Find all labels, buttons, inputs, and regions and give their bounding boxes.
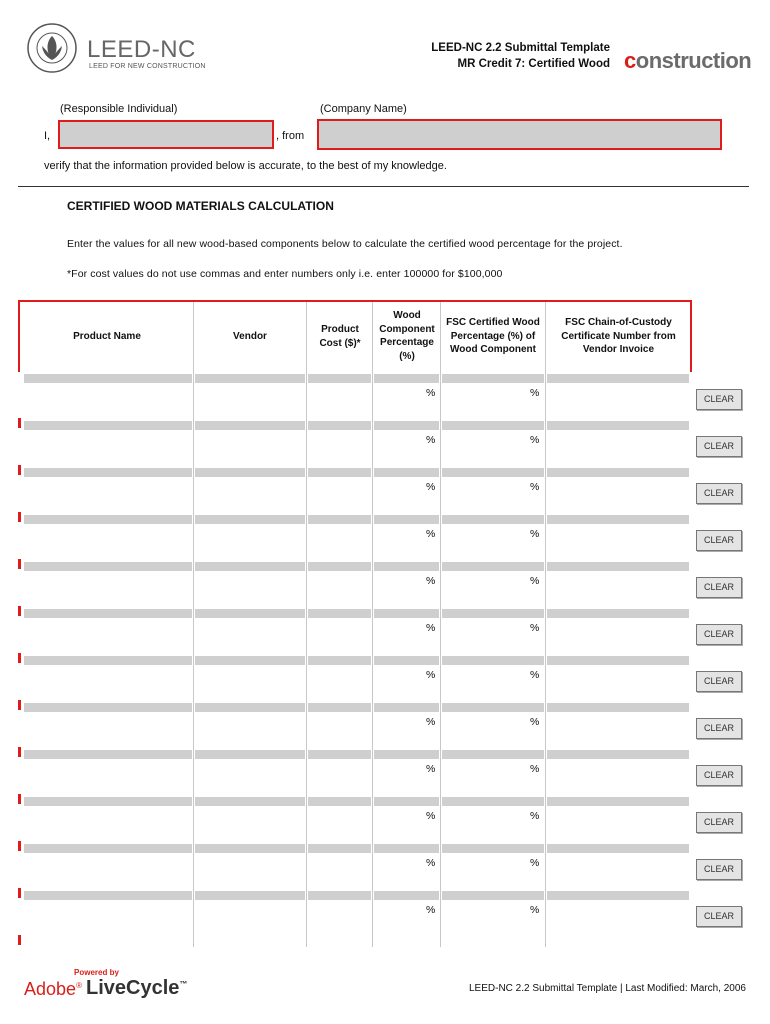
header-coc-line: Vendor Invoice [582,344,655,355]
wood-pct-symbol: % [426,904,436,916]
trademark-mark: ™ [179,979,188,989]
header-wood-line: (%) [399,350,415,362]
column-divider [440,302,441,947]
cost-instruction-text: *For cost values do not use commas and enter numbers only i.e. enter 100000 for $100,000 [67,268,503,280]
input-fsc-pct[interactable] [442,656,544,665]
input-cost[interactable] [308,374,371,383]
clear-row-button[interactable]: CLEAR [696,765,742,786]
input-wood-pct[interactable] [374,656,439,665]
input-cost[interactable] [308,656,371,665]
input-product[interactable] [24,844,192,853]
fsc-pct-symbol: % [530,716,540,728]
row-marker [18,512,21,522]
wood-pct-symbol: % [426,387,436,399]
wood-pct-symbol: % [426,481,436,493]
clear-row-button[interactable]: CLEAR [696,530,742,551]
input-vendor[interactable] [195,562,305,571]
input-cost[interactable] [308,703,371,712]
section-title: CERTIFIED WOOD MATERIALS CALCULATION [67,199,334,213]
wood-pct-symbol: % [426,622,436,634]
input-cost[interactable] [308,515,371,524]
fsc-pct-symbol: % [530,810,540,822]
input-vendor[interactable] [195,844,305,853]
input-coc[interactable] [547,703,689,712]
input-product[interactable] [24,750,192,759]
row-marker [18,747,21,757]
fsc-pct-symbol: % [530,528,540,540]
footer-template-info: LEED-NC 2.2 Submittal Template | Last Modified: March, 2006 [469,983,746,994]
header-vendor: Vendor [233,331,267,342]
instruction-text: Enter the values for all new wood-based components below to calculate the certified wood percentage for the project. [67,238,623,250]
input-product[interactable] [24,656,192,665]
input-fsc-pct[interactable] [442,703,544,712]
input-fsc-pct[interactable] [442,797,544,806]
leed-nc-logo-text: LEED-NC [87,36,196,63]
header-fsc-line: FSC Certified Wood [446,317,540,328]
input-vendor[interactable] [195,609,305,618]
fsc-pct-symbol: % [530,481,540,493]
wood-pct-symbol: % [426,575,436,587]
clear-row-button[interactable]: CLEAR [696,483,742,504]
row-marker [18,794,21,804]
input-product[interactable] [24,797,192,806]
input-wood-pct[interactable] [374,374,439,383]
input-cost[interactable] [308,844,371,853]
clear-row-button[interactable]: CLEAR [696,389,742,410]
column-divider [545,302,546,947]
livecycle-logo-text: LiveCycle [86,977,180,999]
input-wood-pct[interactable] [374,421,439,430]
wood-pct-symbol: % [426,716,436,728]
clear-row-button[interactable]: CLEAR [696,812,742,833]
header-coc-line: Certificate Number from [561,330,676,342]
credit-title: MR Credit 7: Certified Wood [457,58,610,70]
wood-pct-symbol: % [426,810,436,822]
header-fsc-certified-pct [442,316,544,357]
wood-pct-symbol: % [426,763,436,775]
input-product[interactable] [24,891,192,900]
fsc-pct-symbol: % [530,669,540,681]
input-fsc-pct[interactable] [442,421,544,430]
leed-nc-logo-subtitle: LEED FOR NEW CONSTRUCTION [89,63,206,70]
fsc-pct-symbol: % [530,434,540,446]
input-cost[interactable] [308,609,371,618]
clear-row-button[interactable]: CLEAR [696,577,742,598]
responsible-individual-input[interactable] [58,120,274,149]
fsc-pct-symbol: % [530,763,540,775]
input-vendor[interactable] [195,750,305,759]
header-product-cost [308,323,372,350]
input-fsc-pct[interactable] [442,891,544,900]
livecycle-logo [86,977,187,1000]
row-marker [18,935,21,945]
input-coc[interactable] [547,421,689,430]
company-name-input[interactable] [317,119,722,150]
header-coc-line: FSC Chain-of-Custody [565,317,672,328]
column-divider [193,302,194,947]
input-cost[interactable] [308,750,371,759]
input-wood-pct[interactable] [374,891,439,900]
column-divider [306,302,307,947]
wood-pct-symbol: % [426,669,436,681]
adobe-logo [24,979,82,1000]
section-divider [18,186,749,187]
template-title: LEED-NC 2.2 Submittal Template [431,42,610,54]
input-cost[interactable] [308,468,371,477]
input-coc[interactable] [547,609,689,618]
registered-mark: ® [76,981,82,990]
header-cost-line: Cost ($)* [319,337,361,349]
header-fsc-line: Percentage (%) of [450,330,536,342]
fsc-pct-symbol: % [530,387,540,399]
input-product[interactable] [24,468,192,477]
input-wood-pct[interactable] [374,468,439,477]
input-vendor[interactable] [195,703,305,712]
adobe-logo-text: Adobe [24,979,77,999]
input-vendor[interactable] [195,797,305,806]
header-wood-component-pct [374,309,440,363]
input-wood-pct[interactable] [374,797,439,806]
input-fsc-pct[interactable] [442,468,544,477]
input-coc[interactable] [547,656,689,665]
fsc-pct-symbol: % [530,857,540,869]
verify-statement: verify that the information provided below is accurate, to the best of my knowledge. [44,160,447,172]
input-cost[interactable] [308,797,371,806]
input-coc[interactable] [547,750,689,759]
construction-tag-initial: c [624,48,636,73]
input-wood-pct[interactable] [374,609,439,618]
construction-tag [624,48,751,74]
from-label: , from [276,130,305,142]
column-divider [372,302,373,947]
input-cost[interactable] [308,891,371,900]
company-name-label: (Company Name) [320,103,407,115]
input-product[interactable] [24,562,192,571]
input-coc[interactable] [547,515,689,524]
row-marker [18,465,21,475]
clear-row-button[interactable]: CLEAR [696,671,742,692]
input-fsc-pct[interactable] [442,609,544,618]
row-marker [18,841,21,851]
fsc-pct-symbol: % [530,622,540,634]
fsc-pct-symbol: % [530,904,540,916]
responsible-individual-label: (Responsible Individual) [60,103,178,115]
clear-row-button[interactable]: CLEAR [696,436,742,457]
input-product[interactable] [24,374,192,383]
wood-pct-symbol: % [426,434,436,446]
header-wood-line: Component [379,323,435,335]
clear-row-button[interactable]: CLEAR [696,859,742,880]
fsc-pct-symbol: % [530,575,540,587]
input-coc[interactable] [547,797,689,806]
input-product[interactable] [24,703,192,712]
input-product[interactable] [24,609,192,618]
input-fsc-pct[interactable] [442,844,544,853]
row-marker [18,606,21,616]
input-wood-pct[interactable] [374,844,439,853]
clear-row-button[interactable]: CLEAR [696,718,742,739]
input-cost[interactable] [308,421,371,430]
header-cost-line: Product [321,324,359,335]
input-fsc-pct[interactable] [442,515,544,524]
input-vendor[interactable] [195,515,305,524]
input-wood-pct[interactable] [374,750,439,759]
input-wood-pct[interactable] [374,515,439,524]
input-vendor[interactable] [195,468,305,477]
wood-pct-symbol: % [426,857,436,869]
input-wood-pct[interactable] [374,562,439,571]
powered-by-label: Powered by [74,968,119,977]
header-chain-of-custody [547,316,690,357]
row-marker [18,700,21,710]
header-product-name: Product Name [73,331,141,342]
wood-pct-symbol: % [426,528,436,540]
statement-prefix: I, [44,130,51,142]
input-coc[interactable] [547,844,689,853]
row-marker [18,653,21,663]
input-fsc-pct[interactable] [442,562,544,571]
header-wood-line: Percentage [380,337,434,348]
input-vendor[interactable] [195,891,305,900]
clear-row-button[interactable]: CLEAR [696,906,742,927]
construction-tag-rest: onstruction [635,48,752,73]
input-coc[interactable] [547,374,689,383]
row-marker [18,559,21,569]
input-cost[interactable] [308,562,371,571]
usgbc-seal-logo [26,22,78,74]
input-vendor[interactable] [195,374,305,383]
input-coc[interactable] [547,562,689,571]
input-fsc-pct[interactable] [442,750,544,759]
row-marker [18,888,21,898]
input-fsc-pct[interactable] [442,374,544,383]
input-product[interactable] [24,515,192,524]
input-product[interactable] [24,421,192,430]
input-vendor[interactable] [195,656,305,665]
input-wood-pct[interactable] [374,703,439,712]
input-vendor[interactable] [195,421,305,430]
row-marker [18,418,21,428]
header-fsc-line: Wood Component [450,344,536,355]
clear-row-button[interactable]: CLEAR [696,624,742,645]
input-coc[interactable] [547,468,689,477]
header-wood-line: Wood [393,310,421,321]
input-coc[interactable] [547,891,689,900]
